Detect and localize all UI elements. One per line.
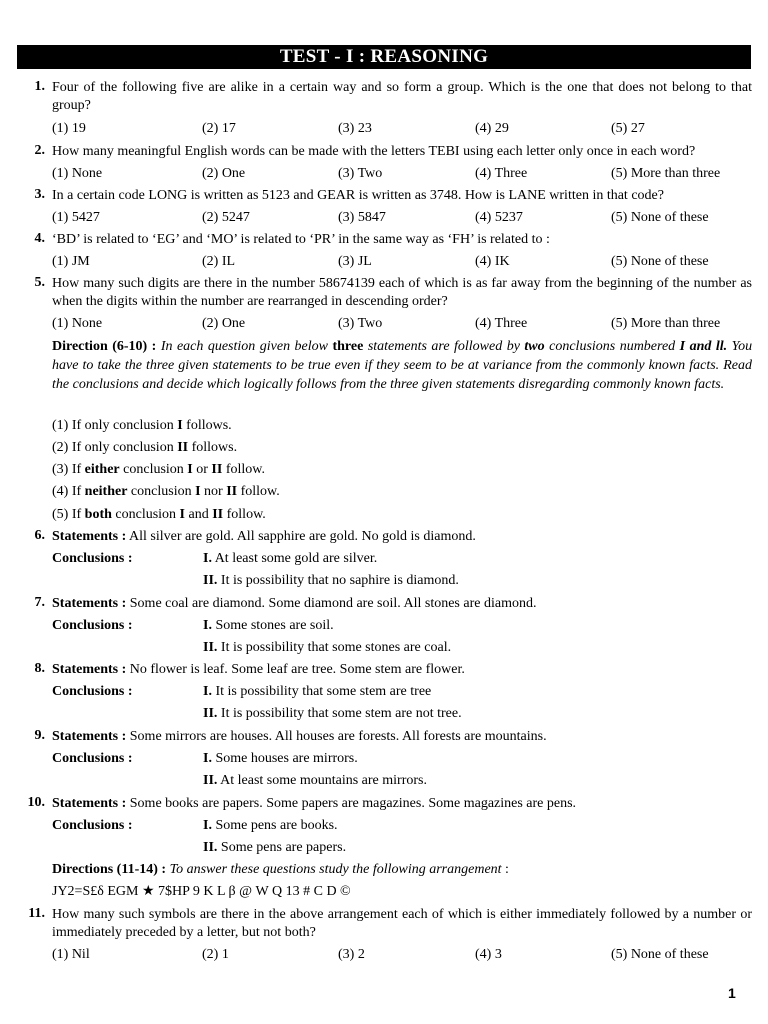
code-bold: I (179, 507, 185, 522)
answer-code-2 (52, 439, 752, 457)
code-text: (5) If (52, 507, 85, 522)
arrangement: JY2=S£δ EGM ★ 7$HP 9 K L β @ W Q 13 # C D © (52, 884, 351, 899)
conclusion-number: I. (203, 618, 212, 633)
option-3: (3) 23 (338, 121, 372, 136)
option-4: (4) Three (475, 316, 528, 331)
direction-emphasis: I and ll. (679, 339, 728, 354)
question-text: How many meaningful English words can be made with the letters TEBI using each letter only once in each word? (52, 144, 696, 159)
conclusion-number: I. (203, 684, 212, 699)
question-number: 2. (34, 143, 45, 158)
question-text: How many such symbols are there in the above arrangement each of which is either immediately followed by a number or immediately preceded by a letter, but not both? (52, 907, 752, 940)
conclusion-text: At least some gold are silver. (214, 551, 378, 566)
code-text: follows. (188, 440, 238, 455)
conclusions-label: Conclusions : (52, 751, 133, 766)
answer-code-5 (52, 506, 752, 524)
code-text: conclusion (127, 484, 196, 499)
question-number: 7. (34, 595, 45, 610)
option-4: (4) 5237 (475, 210, 523, 225)
option-2: (2) One (202, 316, 246, 331)
options (52, 946, 752, 964)
code-bold: I (187, 462, 193, 477)
question-number: 8. (34, 661, 45, 676)
statements (52, 728, 752, 746)
direction-text: You have to take the three given statements to be true even if they seem to be at variance from the commonly known facts. Read the conclusions and decide which logically follows from the three given statements disregarding commonly known facts. (52, 339, 753, 392)
conclusions-label: Conclusions : (52, 551, 133, 566)
answer-code-1 (52, 417, 752, 435)
conclusion-number: II. (203, 773, 218, 788)
code-text: conclusion (119, 462, 188, 477)
question-number: 5. (34, 275, 45, 290)
option-2: (2) One (202, 166, 246, 181)
direction-emphasis: three (332, 339, 364, 354)
code-bold: either (84, 462, 120, 477)
statements-text: All silver are gold. All sapphire are gold. No gold is diamond. (129, 529, 476, 544)
code-bold: II (212, 507, 224, 522)
option-5: (5) More than three (611, 316, 721, 331)
option-3: (3) JL (338, 254, 372, 269)
conclusion-text: It is possibility that no saphire is diamond. (220, 573, 459, 588)
statements (52, 528, 752, 546)
code-text: follow. (237, 484, 280, 499)
conclusion-1 (203, 550, 377, 568)
direction-11-14 (52, 861, 752, 879)
code-bold: I (177, 418, 183, 433)
code-bold: II (226, 484, 238, 499)
question-number: 1. (34, 79, 45, 94)
conclusion-2 (203, 839, 346, 857)
direction-label: Direction (6-10) : (52, 339, 157, 354)
direction-text: In each question given below (160, 339, 328, 354)
conclusion-2 (203, 705, 462, 723)
direction-colon: : (501, 862, 509, 877)
question-text: Four of the following five are alike in a certain way and so form a group. Which is the one that does not belong to that group? (52, 80, 752, 113)
option-1: (1) 5427 (52, 210, 100, 225)
code-text: follow. (223, 507, 266, 522)
statements (52, 595, 752, 613)
code-text: (2) If only conclusion (52, 440, 178, 455)
question-number: 4. (34, 231, 45, 246)
option-3: (3) 5847 (338, 210, 386, 225)
conclusion-number: II. (203, 840, 218, 855)
page-title: TEST - I : REASONING (17, 45, 751, 69)
answer-code-3 (52, 461, 752, 479)
conclusion-1 (203, 617, 334, 635)
option-1: (1) JM (52, 254, 90, 269)
conclusion-number: I. (203, 818, 212, 833)
answer-code-4 (52, 483, 752, 501)
option-5: (5) 27 (611, 121, 645, 136)
options (52, 209, 752, 227)
question-text: ‘BD’ is related to ‘EG’ and ‘MO’ is related to ‘PR’ in the same way as ‘FH’ is related to : (52, 232, 550, 247)
option-2: (2) 1 (202, 947, 229, 962)
conclusion-text: Some stones are soil. (215, 618, 334, 633)
conclusions-label: Conclusions : (52, 684, 133, 699)
conclusion-number: I. (203, 751, 212, 766)
code-text: conclusion (111, 507, 180, 522)
question-text: How many such digits are there in the number 58674139 each of which is as far away from the beginning of the number as when the digits within the number are rearranged in descending order? (52, 276, 752, 309)
page-number: 1 (728, 985, 736, 1001)
code-text: (3) If (52, 462, 85, 477)
code-bold: II (211, 462, 223, 477)
conclusion-1 (203, 750, 358, 768)
code-bold: both (84, 507, 112, 522)
conclusion-text: Some pens are books. (215, 818, 338, 833)
option-5: (5) None of these (611, 210, 709, 225)
question-text: In a certain code LONG is written as 5123 and GEAR is written as 3748. How is LANE written in that code? (52, 188, 664, 203)
code-text: (1) If only conclusion (52, 418, 178, 433)
option-3: (3) 2 (338, 947, 365, 962)
direction-text: statements are followed by (367, 339, 520, 354)
conclusion-text: Some pens are papers. (220, 840, 347, 855)
statements-text: Some books are papers. Some papers are magazines. Some magazines are pens. (129, 796, 577, 811)
conclusion-text: It is possibility that some stones are coal. (220, 640, 452, 655)
direction-6-10 (52, 337, 752, 394)
question-number: 3. (34, 187, 45, 202)
conclusion-text: Some houses are mirrors. (215, 751, 358, 766)
direction-label: Directions (11-14) : (52, 862, 167, 877)
statements-text: Some mirrors are houses. All houses are forests. All forests are mountains. (129, 729, 547, 744)
conclusions-label: Conclusions : (52, 818, 133, 833)
conclusion-number: I. (203, 551, 212, 566)
option-4: (4) 29 (475, 121, 509, 136)
direction-emphasis: two (524, 339, 545, 354)
question-number: 6. (34, 528, 45, 543)
conclusion-1 (203, 683, 431, 701)
code-text: follows. (182, 418, 232, 433)
option-2: (2) 17 (202, 121, 236, 136)
statements-label: Statements : (52, 729, 127, 744)
conclusion-text: It is possibility that some stem are not tree. (220, 706, 462, 721)
conclusion-1 (203, 817, 338, 835)
direction-text: conclusions numbered (549, 339, 676, 354)
statements (52, 795, 752, 813)
statements-label: Statements : (52, 662, 127, 677)
option-4: (4) 3 (475, 947, 502, 962)
code-bold: II (177, 440, 189, 455)
option-4: (4) IK (475, 254, 510, 269)
conclusion-number: II. (203, 706, 218, 721)
option-5: (5) More than three (611, 166, 721, 181)
code-text: follow. (222, 462, 265, 477)
options (52, 315, 752, 333)
statements-text: No flower is leaf. Some leaf are tree. Some stem are flower. (129, 662, 465, 677)
option-1: (1) Nil (52, 947, 90, 962)
statements-label: Statements : (52, 796, 127, 811)
question-number: 9. (34, 728, 45, 743)
conclusion-2 (203, 772, 427, 790)
statements (52, 661, 752, 679)
conclusion-number: II. (203, 573, 218, 588)
conclusion-2 (203, 572, 459, 590)
options (52, 253, 752, 271)
option-5: (5) None of these (611, 254, 709, 269)
conclusion-text: At least some mountains are mirrors. (220, 773, 427, 788)
code-text: and (185, 507, 213, 522)
option-3: (3) Two (338, 166, 383, 181)
question-number: 11. (28, 906, 45, 921)
code-text: or (192, 462, 212, 477)
options (52, 120, 752, 138)
option-1: (1) None (52, 166, 103, 181)
conclusion-2 (203, 639, 451, 657)
direction-text: To answer these questions study the following arrangement (169, 862, 502, 877)
statements-label: Statements : (52, 596, 127, 611)
code-text: (4) If (52, 484, 85, 499)
option-1: (1) None (52, 316, 103, 331)
conclusion-text: It is possibility that some stem are tree (215, 684, 432, 699)
option-2: (2) 5247 (202, 210, 250, 225)
option-5: (5) None of these (611, 947, 709, 962)
code-bold: neither (84, 484, 128, 499)
conclusion-number: II. (203, 640, 218, 655)
options (52, 165, 752, 183)
statements-label: Statements : (52, 529, 127, 544)
option-2: (2) IL (202, 254, 236, 269)
option-1: (1) 19 (52, 121, 86, 136)
question-number: 10. (27, 795, 45, 810)
conclusions-label: Conclusions : (52, 618, 133, 633)
option-4: (4) Three (475, 166, 528, 181)
code-bold: I (195, 484, 201, 499)
code-text: nor (200, 484, 227, 499)
statements-text: Some coal are diamond. Some diamond are soil. All stones are diamond. (129, 596, 537, 611)
option-3: (3) Two (338, 316, 383, 331)
